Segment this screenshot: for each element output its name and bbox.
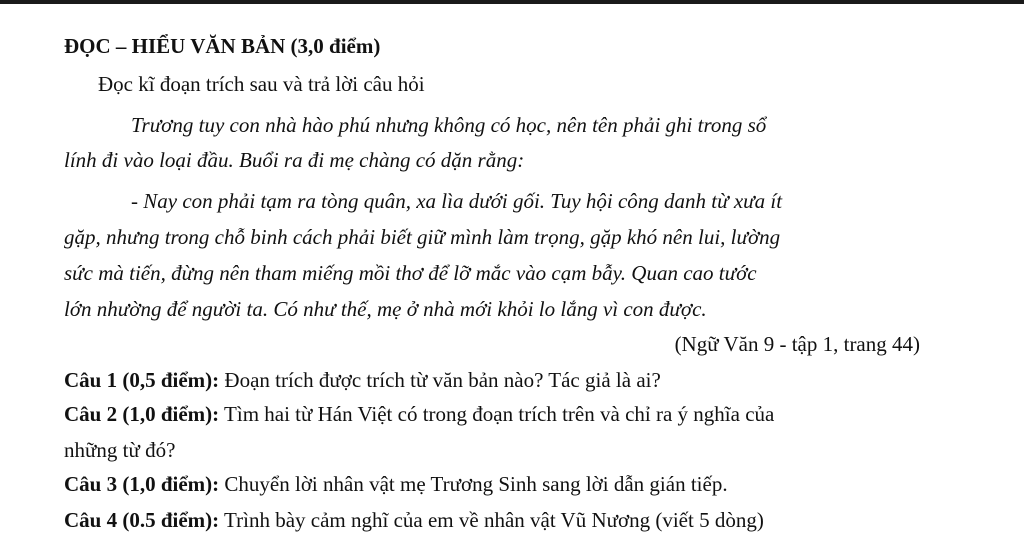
- passage-line: lính đi vào loại đầu. Buổi ra đi mẹ chàng có dặn rằng:: [64, 148, 525, 172]
- question-1-label: Câu 1 (0,5 điểm):: [64, 368, 220, 392]
- question-4: [64, 506, 764, 534]
- passage-line: - Nay con phải tạm ra tòng quân, xa lìa dưới gối. Tuy hội công danh từ xưa ít: [131, 189, 783, 213]
- question-4-label: Câu 4 (0.5 điểm):: [64, 508, 220, 532]
- source-citation: (Ngữ Văn 9 - tập 1, trang 44): [674, 332, 920, 356]
- question-3-text: Chuyển lời nhân vật mẹ Trương Sinh sang lời dẫn gián tiếp.: [219, 472, 728, 496]
- question-2-label: Câu 2 (1,0 điểm):: [64, 402, 220, 426]
- instruction-text: Đọc kĩ đoạn trích sau và trả lời câu hỏi: [98, 72, 425, 96]
- question-2-continuation: những từ đó?: [64, 438, 176, 462]
- question-2: [64, 400, 774, 428]
- section-heading: ĐỌC – HIỂU VĂN BẢN (3,0 điểm): [64, 34, 381, 58]
- passage-line: lớn nhường để người ta. Có như thế, mẹ ở nhà mới khỏi lo lắng vì con được.: [64, 297, 707, 321]
- question-3: [64, 470, 728, 498]
- question-1-text: Đoạn trích được trích từ văn bản nào? Tác giả là ai?: [219, 368, 661, 392]
- question-3-label: Câu 3 (1,0 điểm):: [64, 472, 220, 496]
- question-4-text: Trình bày cảm nghĩ của em về nhân vật Vũ Nương (viết 5 dòng): [219, 508, 764, 532]
- passage-line: Trương tuy con nhà hào phú nhưng không có học, nên tên phải ghi trong sổ: [131, 113, 767, 137]
- question-2-text: Tìm hai từ Hán Việt có trong đoạn trích trên và chỉ ra ý nghĩa của: [219, 402, 775, 426]
- passage-line: sức mà tiến, đừng nên tham miếng mồi thơ để lỡ mắc vào cạm bẫy. Quan cao tước: [64, 261, 757, 285]
- passage-line: gặp, nhưng trong chỗ binh cách phải biết giữ mình làm trọng, gặp khó nên lui, lường: [64, 225, 781, 249]
- question-1: [64, 366, 661, 394]
